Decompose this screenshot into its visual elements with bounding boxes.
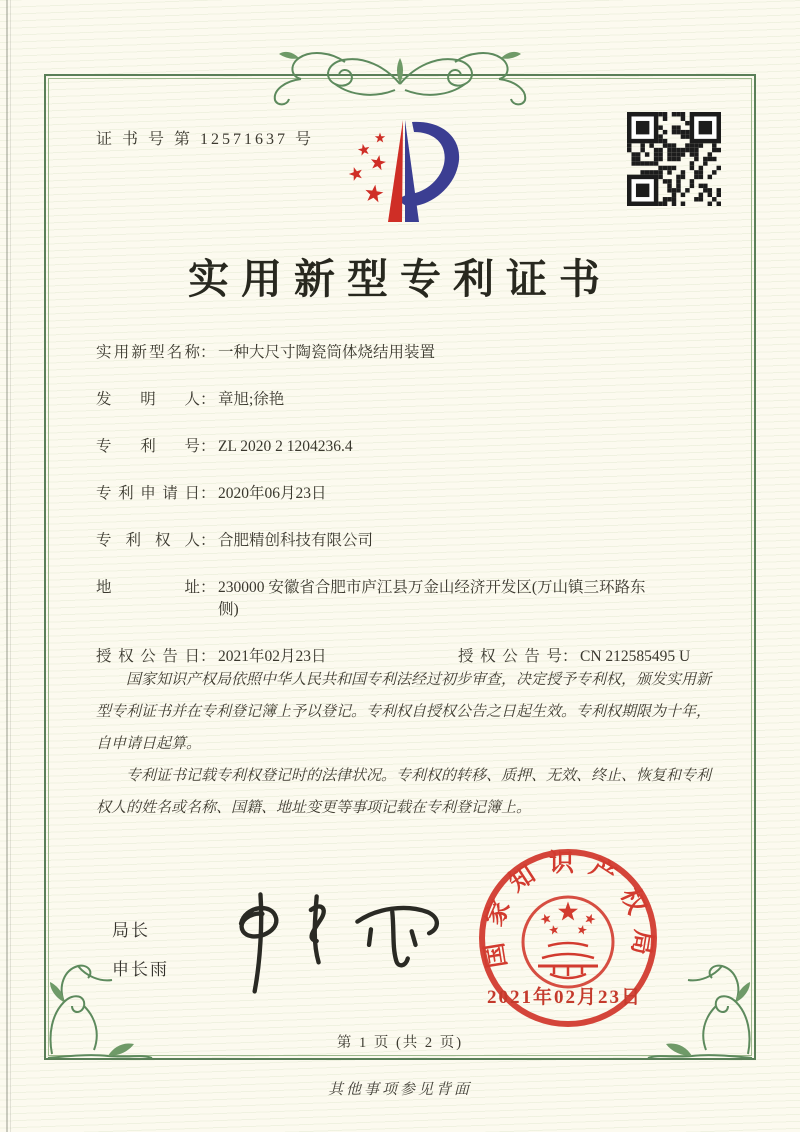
back-note: 其他事项参见背面	[327, 1082, 472, 1098]
field-row-address	[96, 577, 732, 621]
page-indicator: 第 1 页 (共 2 页)	[336, 1035, 464, 1051]
legal-text	[96, 664, 724, 824]
scan-binding-edge	[6, 0, 8, 1132]
field-row-patentee	[96, 530, 732, 552]
field-label: 实用新型名称	[96, 344, 200, 361]
field-list	[96, 342, 732, 668]
scan-binding-edge-light	[10, 0, 11, 1132]
field-colon: ：	[200, 344, 216, 361]
certificate-number: 证 书 号 第 12571637 号	[96, 131, 315, 148]
field-value: 2020年06月23日	[218, 485, 327, 502]
field-value: 230000 安徽省合肥市庐江县万金山经济开发区(万山镇三环路东侧)	[218, 579, 646, 618]
grant-date-value: 2021年02月23日	[218, 648, 327, 665]
seal-text: 国家知识产权局	[479, 850, 657, 970]
certificate-title: 实用新型专利证书	[188, 256, 612, 302]
qr-code	[627, 112, 721, 206]
field-label: 地址	[96, 579, 200, 596]
field-label: 专利申请日	[96, 485, 200, 502]
field-label: 授权公告号	[458, 648, 562, 665]
paragraph-register-statement: 专利证书记载专利权登记时的法律状况。专利权的转移、质押、无效、终止、恢复和专利权人的姓名或名称、国籍、地址变更等事项记载在专利登记簿上。	[96, 768, 712, 817]
field-colon: ：	[200, 579, 216, 596]
field-label: 专利权人	[96, 532, 200, 549]
field-value: 一种大尺寸陶瓷筒体烧结用装置	[218, 344, 436, 361]
field-row-inventor	[96, 389, 732, 411]
field-colon: ：	[200, 391, 216, 408]
commissioner-signature	[212, 882, 464, 1000]
field-colon: ：	[200, 485, 216, 502]
field-value: 章旭;徐艳	[218, 391, 285, 408]
field-label: 专利号	[96, 438, 200, 455]
commissioner-block	[112, 916, 169, 994]
grant-number-value: CN 212585495 U	[580, 648, 691, 665]
field-row-filing-date	[96, 483, 732, 505]
field-row-name	[96, 342, 732, 364]
field-value: 合肥精创科技有限公司	[218, 532, 374, 549]
paragraph-grant-statement: 国家知识产权局依照中华人民共和国专利法经过初步审查，决定授予专利权，颁发实用新型专利证书并在专利登记簿上予以登记。专利权自授权公告之日起生效。专利权期限为十年，自申请日起算。	[96, 672, 712, 753]
field-colon: ：	[562, 648, 578, 665]
field-label: 发明人	[96, 391, 200, 408]
field-colon: ：	[200, 532, 216, 549]
field-colon: ：	[200, 438, 216, 455]
commissioner-title: 局长	[112, 921, 150, 940]
cnipa-logo-icon	[330, 108, 482, 228]
field-value: ZL 2020 2 1204236.4	[218, 438, 353, 455]
field-label: 授权公告日	[96, 648, 200, 665]
commissioner-name: 申长雨	[112, 960, 169, 979]
seal-date: 2021年02月23日	[487, 987, 643, 1008]
field-row-patent-no	[96, 436, 732, 458]
field-colon: ：	[200, 648, 216, 665]
